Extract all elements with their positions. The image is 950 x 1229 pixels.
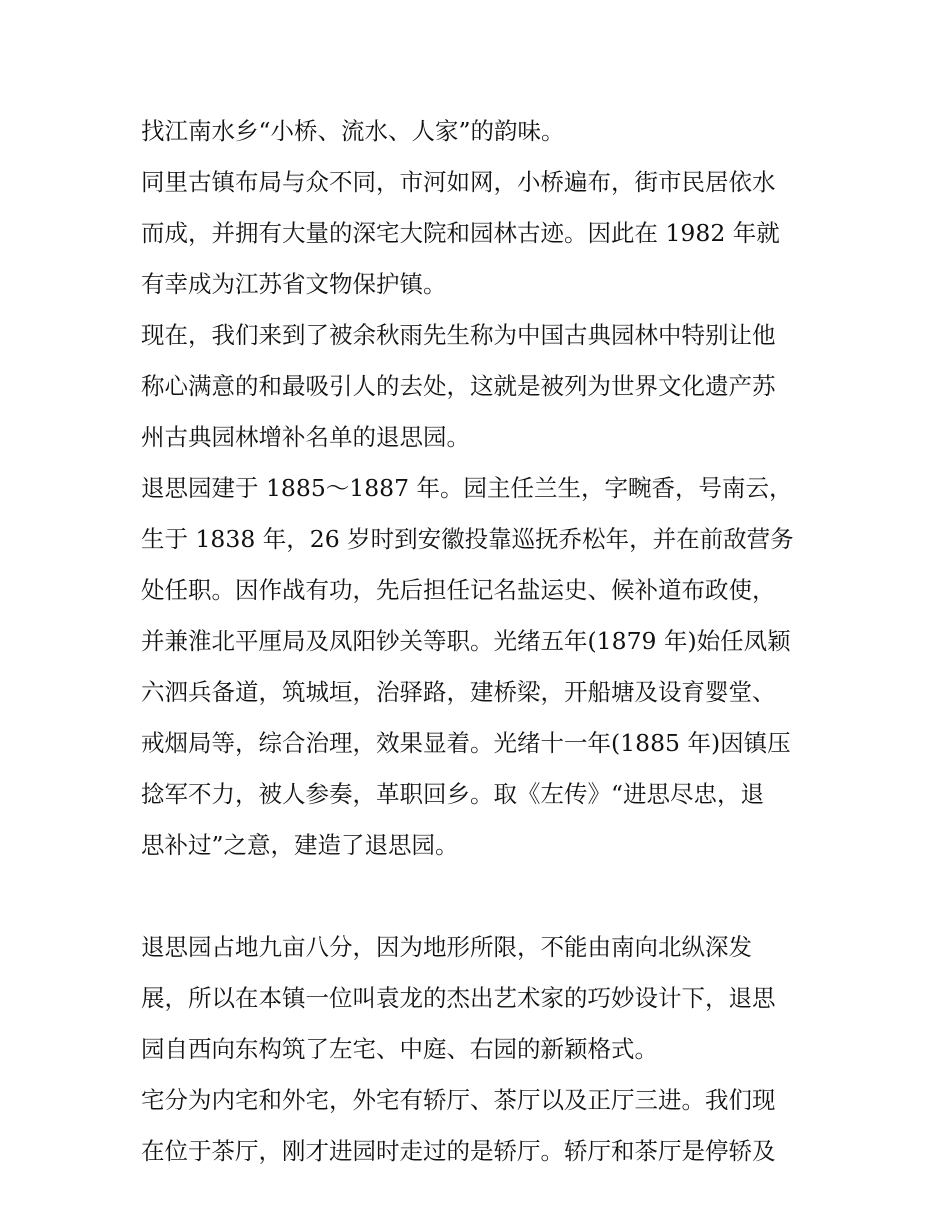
text-line: 展，所以在本镇一位叫袁龙的杰出艺术家的巧妙设计下，退思 xyxy=(141,984,776,1012)
text-line: 处任职。因作战有功，先后担任记名盐运史、候补道布政使， xyxy=(141,576,776,604)
text-line: 宅分为内宅和外宅，外宅有轿厅、茶厅以及正厅三进。我们现 xyxy=(141,1086,776,1114)
text-line: 并兼淮北平厘局及凤阳钞关等职。光绪五年(1879 年)始任凤颖 xyxy=(141,627,791,655)
paragraph-jiangnan-charm xyxy=(141,106,821,157)
paragraph-garden-layout xyxy=(141,922,821,1075)
text-line: 同里古镇布局与众不同，市河如网，小桥遍布，街市民居依水 xyxy=(141,168,776,196)
text-line xyxy=(141,871,821,922)
text-line: 有幸成为江苏省文物保护镇。 xyxy=(141,270,447,298)
text-line: 现在，我们来到了被余秋雨先生称为中国古典园林中特别让他 xyxy=(141,321,776,349)
text-line: 六泗兵备道，筑城垣，治驿路，建桥梁，开船塘及设育婴堂、 xyxy=(141,678,776,706)
text-line: 捻军不力，被人参奏，革职回乡。取《左传》“进思尽忠，退 xyxy=(141,780,765,808)
paragraph-garden-history xyxy=(141,463,821,922)
paragraph-tongli-layout xyxy=(141,157,821,310)
document-body xyxy=(141,106,821,1177)
text-line: 思补过”之意，建造了退思园。 xyxy=(141,831,459,859)
text-line: 生于 1838 年，26 岁时到安徽投靠巡抚乔松年，并在前敌营务 xyxy=(141,525,794,553)
paragraph-residence-halls xyxy=(141,1075,821,1177)
text-line: 戒烟局等，综合治理，效果显着。光绪十一年(1885 年)因镇压 xyxy=(141,729,791,757)
text-line: 找江南水乡“小桥、流水、人家”的韵味。 xyxy=(141,117,565,145)
text-line: 州古典园林增补名单的退思园。 xyxy=(141,423,470,451)
paragraph-tuisi-garden-intro xyxy=(141,310,821,463)
text-line: 称心满意的和最吸引人的去处，这就是被列为世界文化遗产苏 xyxy=(141,372,776,400)
text-line: 园自西向东构筑了左宅、中庭、右园的新颖格式。 xyxy=(141,1035,658,1063)
text-line: 退思园占地九亩八分，因为地形所限，不能由南向北纵深发 xyxy=(141,933,752,961)
text-line: 在位于茶厅，刚才进园时走过的是轿厅。轿厅和茶厅是停轿及 xyxy=(141,1137,776,1165)
text-line: 退思园建于 1885～1887 年。园主任兰生，字畹香，号南云， xyxy=(141,474,793,502)
text-line: 而成，并拥有大量的深宅大院和园林古迹。因此在 1982 年就 xyxy=(141,219,780,247)
